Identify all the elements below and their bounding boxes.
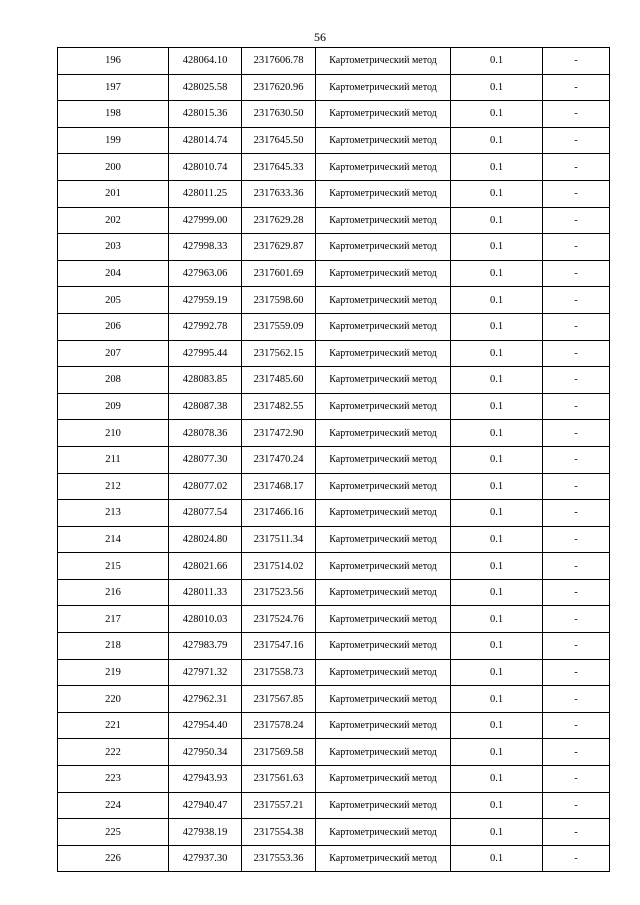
note-cell: - (543, 446, 610, 473)
accuracy-cell: 0.1 (451, 127, 543, 154)
note-cell: - (543, 633, 610, 660)
method-cell: Картометрический метод (316, 739, 451, 766)
x-coordinate-cell: 428014.74 (169, 127, 242, 154)
x-coordinate-cell: 428021.66 (169, 553, 242, 580)
y-coordinate-cell: 2317629.87 (242, 234, 316, 261)
point-number-cell: 202 (58, 207, 169, 234)
point-number-cell: 204 (58, 260, 169, 287)
table-row (58, 766, 610, 793)
y-coordinate-cell: 2317553.36 (242, 845, 316, 872)
table-row (58, 287, 610, 314)
x-coordinate-cell: 428025.58 (169, 74, 242, 101)
y-coordinate-cell: 2317562.15 (242, 340, 316, 367)
note-cell: - (543, 659, 610, 686)
accuracy-cell: 0.1 (451, 446, 543, 473)
note-cell: - (543, 287, 610, 314)
note-cell: - (543, 712, 610, 739)
point-number-cell: 205 (58, 287, 169, 314)
note-cell: - (543, 500, 610, 527)
method-cell: Картометрический метод (316, 712, 451, 739)
note-cell: - (543, 234, 610, 261)
method-cell: Картометрический метод (316, 340, 451, 367)
table-row (58, 553, 610, 580)
accuracy-cell: 0.1 (451, 819, 543, 846)
y-coordinate-cell: 2317598.60 (242, 287, 316, 314)
method-cell: Картометрический метод (316, 473, 451, 500)
note-cell: - (543, 420, 610, 447)
method-cell: Картометрический метод (316, 500, 451, 527)
point-number-cell: 218 (58, 633, 169, 660)
accuracy-cell: 0.1 (451, 473, 543, 500)
method-cell: Картометрический метод (316, 207, 451, 234)
table-row (58, 420, 610, 447)
accuracy-cell: 0.1 (451, 420, 543, 447)
y-coordinate-cell: 2317561.63 (242, 766, 316, 793)
note-cell: - (543, 526, 610, 553)
x-coordinate-cell: 427999.00 (169, 207, 242, 234)
method-cell: Картометрический метод (316, 154, 451, 181)
table-row (58, 260, 610, 287)
note-cell: - (543, 393, 610, 420)
x-coordinate-cell: 427962.31 (169, 686, 242, 713)
table-row (58, 446, 610, 473)
accuracy-cell: 0.1 (451, 845, 543, 872)
point-number-cell: 221 (58, 712, 169, 739)
table-row (58, 180, 610, 207)
point-number-cell: 222 (58, 739, 169, 766)
accuracy-cell: 0.1 (451, 234, 543, 261)
point-number-cell: 225 (58, 819, 169, 846)
accuracy-cell: 0.1 (451, 633, 543, 660)
point-number-cell: 215 (58, 553, 169, 580)
y-coordinate-cell: 2317466.16 (242, 500, 316, 527)
x-coordinate-cell: 427963.06 (169, 260, 242, 287)
point-number-cell: 200 (58, 154, 169, 181)
x-coordinate-cell: 428064.10 (169, 48, 242, 75)
y-coordinate-cell: 2317511.34 (242, 526, 316, 553)
note-cell: - (543, 48, 610, 75)
point-number-cell: 224 (58, 792, 169, 819)
y-coordinate-cell: 2317554.38 (242, 819, 316, 846)
note-cell: - (543, 207, 610, 234)
accuracy-cell: 0.1 (451, 74, 543, 101)
x-coordinate-cell: 427954.40 (169, 712, 242, 739)
coordinates-table-body (58, 48, 610, 872)
accuracy-cell: 0.1 (451, 367, 543, 394)
x-coordinate-cell: 427950.34 (169, 739, 242, 766)
method-cell: Картометрический метод (316, 74, 451, 101)
point-number-cell: 207 (58, 340, 169, 367)
point-number-cell: 211 (58, 446, 169, 473)
table-row (58, 313, 610, 340)
method-cell: Картометрический метод (316, 659, 451, 686)
x-coordinate-cell: 427940.47 (169, 792, 242, 819)
x-coordinate-cell: 428078.36 (169, 420, 242, 447)
point-number-cell: 196 (58, 48, 169, 75)
note-cell: - (543, 686, 610, 713)
table-row (58, 74, 610, 101)
y-coordinate-cell: 2317559.09 (242, 313, 316, 340)
method-cell: Картометрический метод (316, 260, 451, 287)
method-cell: Картометрический метод (316, 420, 451, 447)
x-coordinate-cell: 428083.85 (169, 367, 242, 394)
y-coordinate-cell: 2317630.50 (242, 101, 316, 128)
note-cell: - (543, 127, 610, 154)
table-row (58, 739, 610, 766)
y-coordinate-cell: 2317633.36 (242, 180, 316, 207)
table-row (58, 48, 610, 75)
y-coordinate-cell: 2317514.02 (242, 553, 316, 580)
x-coordinate-cell: 428010.74 (169, 154, 242, 181)
note-cell: - (543, 74, 610, 101)
point-number-cell: 210 (58, 420, 169, 447)
table-row (58, 340, 610, 367)
y-coordinate-cell: 2317524.76 (242, 606, 316, 633)
y-coordinate-cell: 2317601.69 (242, 260, 316, 287)
table-row (58, 473, 610, 500)
method-cell: Картометрический метод (316, 48, 451, 75)
point-number-cell: 219 (58, 659, 169, 686)
table-row (58, 819, 610, 846)
y-coordinate-cell: 2317578.24 (242, 712, 316, 739)
table-row (58, 659, 610, 686)
point-number-cell: 198 (58, 101, 169, 128)
accuracy-cell: 0.1 (451, 287, 543, 314)
x-coordinate-cell: 427959.19 (169, 287, 242, 314)
y-coordinate-cell: 2317645.33 (242, 154, 316, 181)
table-row (58, 101, 610, 128)
point-number-cell: 208 (58, 367, 169, 394)
method-cell: Картометрический метод (316, 313, 451, 340)
note-cell: - (543, 101, 610, 128)
y-coordinate-cell: 2317620.96 (242, 74, 316, 101)
coordinates-table (57, 47, 610, 872)
point-number-cell: 197 (58, 74, 169, 101)
x-coordinate-cell: 428087.38 (169, 393, 242, 420)
accuracy-cell: 0.1 (451, 313, 543, 340)
note-cell: - (543, 792, 610, 819)
accuracy-cell: 0.1 (451, 739, 543, 766)
accuracy-cell: 0.1 (451, 606, 543, 633)
note-cell: - (543, 606, 610, 633)
x-coordinate-cell: 428077.30 (169, 446, 242, 473)
point-number-cell: 214 (58, 526, 169, 553)
method-cell: Картометрический метод (316, 792, 451, 819)
y-coordinate-cell: 2317547.16 (242, 633, 316, 660)
accuracy-cell: 0.1 (451, 766, 543, 793)
x-coordinate-cell: 428011.25 (169, 180, 242, 207)
y-coordinate-cell: 2317482.55 (242, 393, 316, 420)
note-cell: - (543, 819, 610, 846)
note-cell: - (543, 473, 610, 500)
x-coordinate-cell: 427998.33 (169, 234, 242, 261)
table-row (58, 579, 610, 606)
y-coordinate-cell: 2317557.21 (242, 792, 316, 819)
point-number-cell: 209 (58, 393, 169, 420)
accuracy-cell: 0.1 (451, 260, 543, 287)
y-coordinate-cell: 2317523.56 (242, 579, 316, 606)
note-cell: - (543, 579, 610, 606)
table-row (58, 500, 610, 527)
x-coordinate-cell: 427938.19 (169, 819, 242, 846)
method-cell: Картометрический метод (316, 845, 451, 872)
method-cell: Картометрический метод (316, 287, 451, 314)
note-cell: - (543, 180, 610, 207)
accuracy-cell: 0.1 (451, 792, 543, 819)
x-coordinate-cell: 428077.02 (169, 473, 242, 500)
method-cell: Картометрический метод (316, 101, 451, 128)
x-coordinate-cell: 427992.78 (169, 313, 242, 340)
note-cell: - (543, 845, 610, 872)
table-row (58, 712, 610, 739)
y-coordinate-cell: 2317470.24 (242, 446, 316, 473)
y-coordinate-cell: 2317558.73 (242, 659, 316, 686)
accuracy-cell: 0.1 (451, 101, 543, 128)
x-coordinate-cell: 428024.80 (169, 526, 242, 553)
table-row (58, 526, 610, 553)
y-coordinate-cell: 2317485.60 (242, 367, 316, 394)
method-cell: Картометрический метод (316, 180, 451, 207)
method-cell: Картометрический метод (316, 526, 451, 553)
table-row (58, 367, 610, 394)
y-coordinate-cell: 2317569.58 (242, 739, 316, 766)
note-cell: - (543, 766, 610, 793)
point-number-cell: 217 (58, 606, 169, 633)
accuracy-cell: 0.1 (451, 526, 543, 553)
table-row (58, 207, 610, 234)
method-cell: Картометрический метод (316, 633, 451, 660)
point-number-cell: 226 (58, 845, 169, 872)
page-number: 56 (314, 30, 326, 44)
x-coordinate-cell: 427983.79 (169, 633, 242, 660)
point-number-cell: 206 (58, 313, 169, 340)
accuracy-cell: 0.1 (451, 579, 543, 606)
note-cell: - (543, 154, 610, 181)
method-cell: Картометрический метод (316, 579, 451, 606)
note-cell: - (543, 340, 610, 367)
accuracy-cell: 0.1 (451, 659, 543, 686)
note-cell: - (543, 313, 610, 340)
y-coordinate-cell: 2317606.78 (242, 48, 316, 75)
table-row (58, 792, 610, 819)
method-cell: Картометрический метод (316, 766, 451, 793)
x-coordinate-cell: 427995.44 (169, 340, 242, 367)
y-coordinate-cell: 2317472.90 (242, 420, 316, 447)
point-number-cell: 199 (58, 127, 169, 154)
point-number-cell: 203 (58, 234, 169, 261)
method-cell: Картометрический метод (316, 553, 451, 580)
y-coordinate-cell: 2317567.85 (242, 686, 316, 713)
y-coordinate-cell: 2317468.17 (242, 473, 316, 500)
point-number-cell: 216 (58, 579, 169, 606)
note-cell: - (543, 739, 610, 766)
x-coordinate-cell: 428077.54 (169, 500, 242, 527)
table-row (58, 633, 610, 660)
note-cell: - (543, 260, 610, 287)
accuracy-cell: 0.1 (451, 48, 543, 75)
note-cell: - (543, 553, 610, 580)
x-coordinate-cell: 428010.03 (169, 606, 242, 633)
x-coordinate-cell: 427943.93 (169, 766, 242, 793)
table-row (58, 845, 610, 872)
accuracy-cell: 0.1 (451, 500, 543, 527)
x-coordinate-cell: 428011.33 (169, 579, 242, 606)
table-row (58, 686, 610, 713)
method-cell: Картометрический метод (316, 819, 451, 846)
accuracy-cell: 0.1 (451, 686, 543, 713)
method-cell: Картометрический метод (316, 606, 451, 633)
point-number-cell: 220 (58, 686, 169, 713)
point-number-cell: 213 (58, 500, 169, 527)
method-cell: Картометрический метод (316, 234, 451, 261)
accuracy-cell: 0.1 (451, 207, 543, 234)
x-coordinate-cell: 427937.30 (169, 845, 242, 872)
accuracy-cell: 0.1 (451, 553, 543, 580)
x-coordinate-cell: 427971.32 (169, 659, 242, 686)
method-cell: Картометрический метод (316, 686, 451, 713)
accuracy-cell: 0.1 (451, 154, 543, 181)
note-cell: - (543, 367, 610, 394)
table-row (58, 606, 610, 633)
y-coordinate-cell: 2317629.28 (242, 207, 316, 234)
table-row (58, 127, 610, 154)
method-cell: Картометрический метод (316, 446, 451, 473)
table-row (58, 234, 610, 261)
point-number-cell: 212 (58, 473, 169, 500)
accuracy-cell: 0.1 (451, 340, 543, 367)
method-cell: Картометрический метод (316, 127, 451, 154)
method-cell: Картометрический метод (316, 367, 451, 394)
accuracy-cell: 0.1 (451, 393, 543, 420)
point-number-cell: 223 (58, 766, 169, 793)
accuracy-cell: 0.1 (451, 712, 543, 739)
table-row (58, 393, 610, 420)
table-row (58, 154, 610, 181)
point-number-cell: 201 (58, 180, 169, 207)
accuracy-cell: 0.1 (451, 180, 543, 207)
y-coordinate-cell: 2317645.50 (242, 127, 316, 154)
method-cell: Картометрический метод (316, 393, 451, 420)
x-coordinate-cell: 428015.36 (169, 101, 242, 128)
